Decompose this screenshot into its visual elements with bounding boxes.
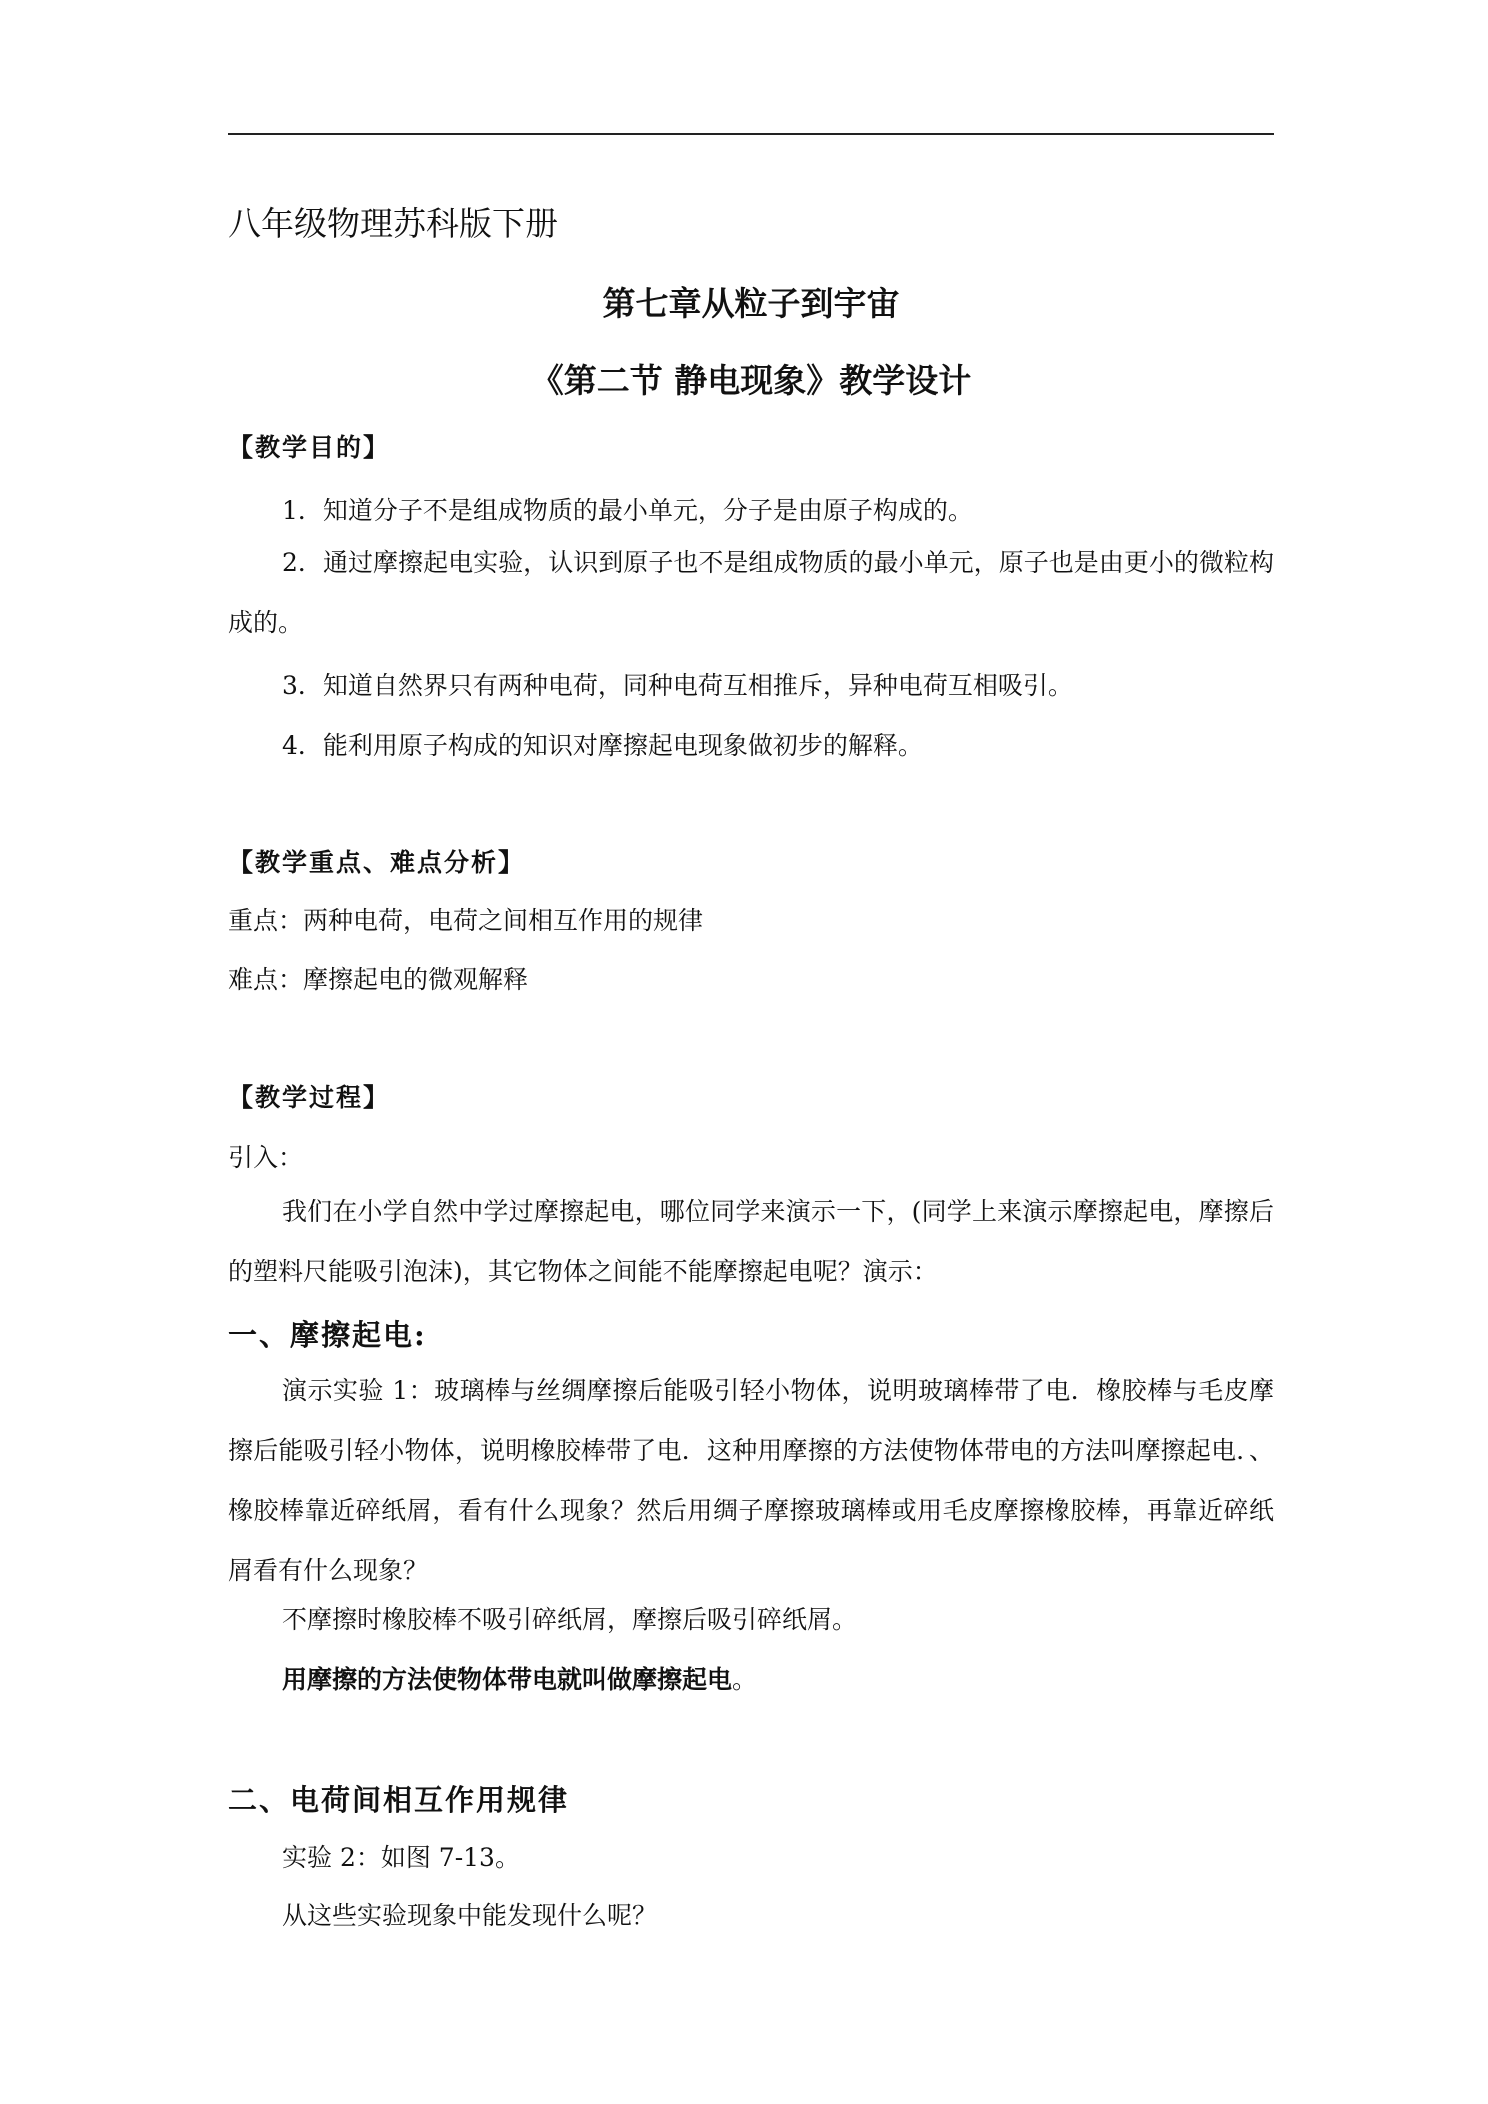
section1-heading: 一、摩擦起电: <box>228 1318 427 1352</box>
intro-paragraph: 我们在小学自然中学过摩擦起电，哪位同学来演示一下，(同学上来演示摩擦起电，摩擦后的塑料尺能吸引泡沫)，其它物体之间能不能摩擦起电呢？演示： <box>228 1197 1274 1286</box>
intro-label: 引入： <box>228 1143 304 1172</box>
objective-item: 3．知道自然界只有两种电荷，同种电荷互相推斥，异种电荷互相吸引。 <box>282 671 1073 700</box>
difficulty-text: 难点：摩擦起电的微观解释 <box>228 965 529 994</box>
key-point-text: 重点：两种电荷，电荷之间相互作用的规律 <box>228 906 704 935</box>
header-rule <box>228 133 1274 135</box>
definition-tail: 。 <box>732 1665 758 1694</box>
key-points-heading: 【教学重点、难点分析】 <box>228 848 526 877</box>
document-title: 八年级物理苏科版下册 <box>228 204 558 243</box>
objectives-heading: 【教学目的】 <box>228 433 391 462</box>
objective-item: 1．知道分子不是组成物质的最小单元，分子是由原子构成的。 <box>282 496 973 525</box>
definition-line <box>282 1660 757 1696</box>
lesson-title: 《第二节 静电现象》教学设计 <box>530 361 972 400</box>
definition-bold-text: 用摩擦的方法使物体带电就叫做摩擦起电 <box>282 1665 733 1694</box>
experiment-text: 实验 2：如图 7-13。 <box>282 1843 520 1872</box>
process-heading: 【教学过程】 <box>228 1083 391 1112</box>
objective-item: 4．能利用原子构成的知识对摩擦起电现象做初步的解释。 <box>282 731 923 760</box>
demo-paragraph: 演示实验 1：玻璃棒与丝绸摩擦后能吸引轻小物体，说明玻璃棒带了电．橡胶棒与毛皮摩擦后能吸引轻小物体，说明橡胶棒带了电．这种用摩擦的方法使物体带电的方法叫摩擦起电．、橡胶棒靠近碎纸屑，看有什么现象？然后用绸子摩擦玻璃棒或用毛皮摩擦橡胶棒，再靠近碎纸屑看有什么现象？ <box>228 1376 1274 1585</box>
observation-text: 不摩擦时橡胶棒不吸引碎纸屑，摩擦后吸引碎纸屑。 <box>282 1605 858 1634</box>
section2-heading: 二、电荷间相互作用规律 <box>228 1783 570 1817</box>
chapter-title: 第七章从粒子到宇宙 <box>602 284 900 323</box>
objective-item: 2．通过摩擦起电实验，认识到原子也不是组成物质的最小单元，原子也是由更小的微粒构成的。 <box>228 548 1274 637</box>
question-text: 从这些实验现象中能发现什么呢？ <box>282 1901 658 1930</box>
